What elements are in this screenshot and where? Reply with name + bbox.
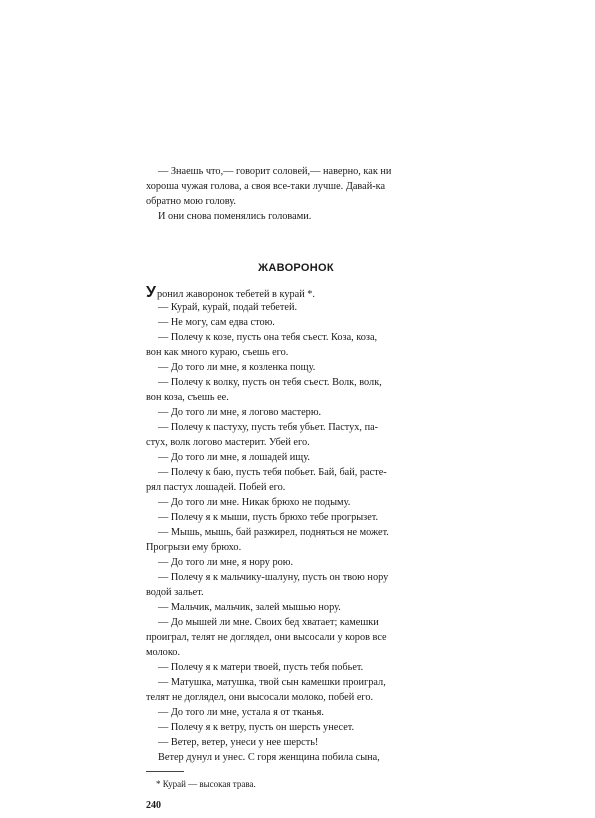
story-line: — Полечу я к матери твоей, пусть тебя побьет. [158,662,364,673]
story-line: — Полечу к волку, пусть он тебя съест. Волк, волк, [158,377,382,388]
story-line: — До того ли мне, я нору рою. [158,557,294,568]
drop-cap: У [146,285,156,300]
story-first-line [146,285,446,300]
story-line: водой зальет. [146,587,204,598]
story-line: рял пастух лошадей. Побей его. [146,482,286,493]
story-line: — До того ли мне, я логово мастерю. [158,407,322,418]
story-line: — До того ли мне, устала я от тканья. [158,707,324,718]
story-line: — Полечу к козе, пусть она тебя съест. Коза, коза, [158,332,378,343]
story-line: — Не могу, сам едва стою. [158,317,275,328]
story-line: проиграл, телят не доглядел, они высосали у коров все [146,632,387,643]
story-line: Ветер дунул и унес. С горя женщина побила сына, [158,752,380,763]
story-line: — Мальчик, мальчик, залей мышью нору. [158,602,341,613]
footnote-rule [146,771,184,772]
story-line: — Курай, курай, подай тебетей. [158,302,298,313]
story-line: — Полечу я к ветру, пусть он шерсть унесет. [158,722,355,733]
story-line: Прогрызи ему брюхо. [146,542,242,553]
story-line: — Мышь, мышь, бай разжирел, подняться не может. [158,527,389,538]
story-line: — До того ли мне. Никак брюхо не подыму. [158,497,351,508]
intro-line: И они снова поменялись головами. [158,211,312,222]
story-title: ЖАВОРОНОК [258,262,334,274]
story-line: вон как много кураю, съешь его. [146,347,289,358]
intro-line: хороша чужая голова, а своя все-таки лучше. Давай-ка [146,181,386,192]
story-line: — До мышей ли мне. Своих бед хватает; камешки [158,617,379,628]
story-first-line-text: ронил жаворонок тебетей в курай *. [156,289,316,300]
footnote: * Курай — высокая трава. [156,779,256,789]
story-line: вон коза, съешь ее. [146,392,229,403]
page-column [146,0,446,818]
intro-line: обратно мою голову. [146,196,236,207]
page-number: 240 [146,800,161,811]
story-line: молоко. [146,647,181,658]
intro-line: — Знаешь что,— говорит соловей,— наверно, как ни [158,166,392,177]
story-line: — До того ли мне, я козленка пощу. [158,362,316,373]
story-line: стух, волк логово мастерит. Убей его. [146,437,310,448]
story-line: телят не доглядел, они высосали молоко, побей его. [146,692,374,703]
story-line: — Полечу к пастуху, пусть тебя убьет. Пастух, па- [158,422,379,433]
story-line: — Матушка, матушка, твой сын камешки проиграл, [158,677,386,688]
story-line: — Полечу я к мыши, пусть брюхо тебе прогрызет. [158,512,379,523]
story-line: — До того ли мне, я лошадей ищу. [158,452,310,463]
story-line: — Полечу я к мальчику-шалуну, пусть он твою нору [158,572,389,583]
story-line: — Ветер, ветер, унеси у нее шерсть! [158,737,319,748]
story-line: — Полечу к баю, пусть тебя побьет. Бай, бай, расте- [158,467,387,478]
